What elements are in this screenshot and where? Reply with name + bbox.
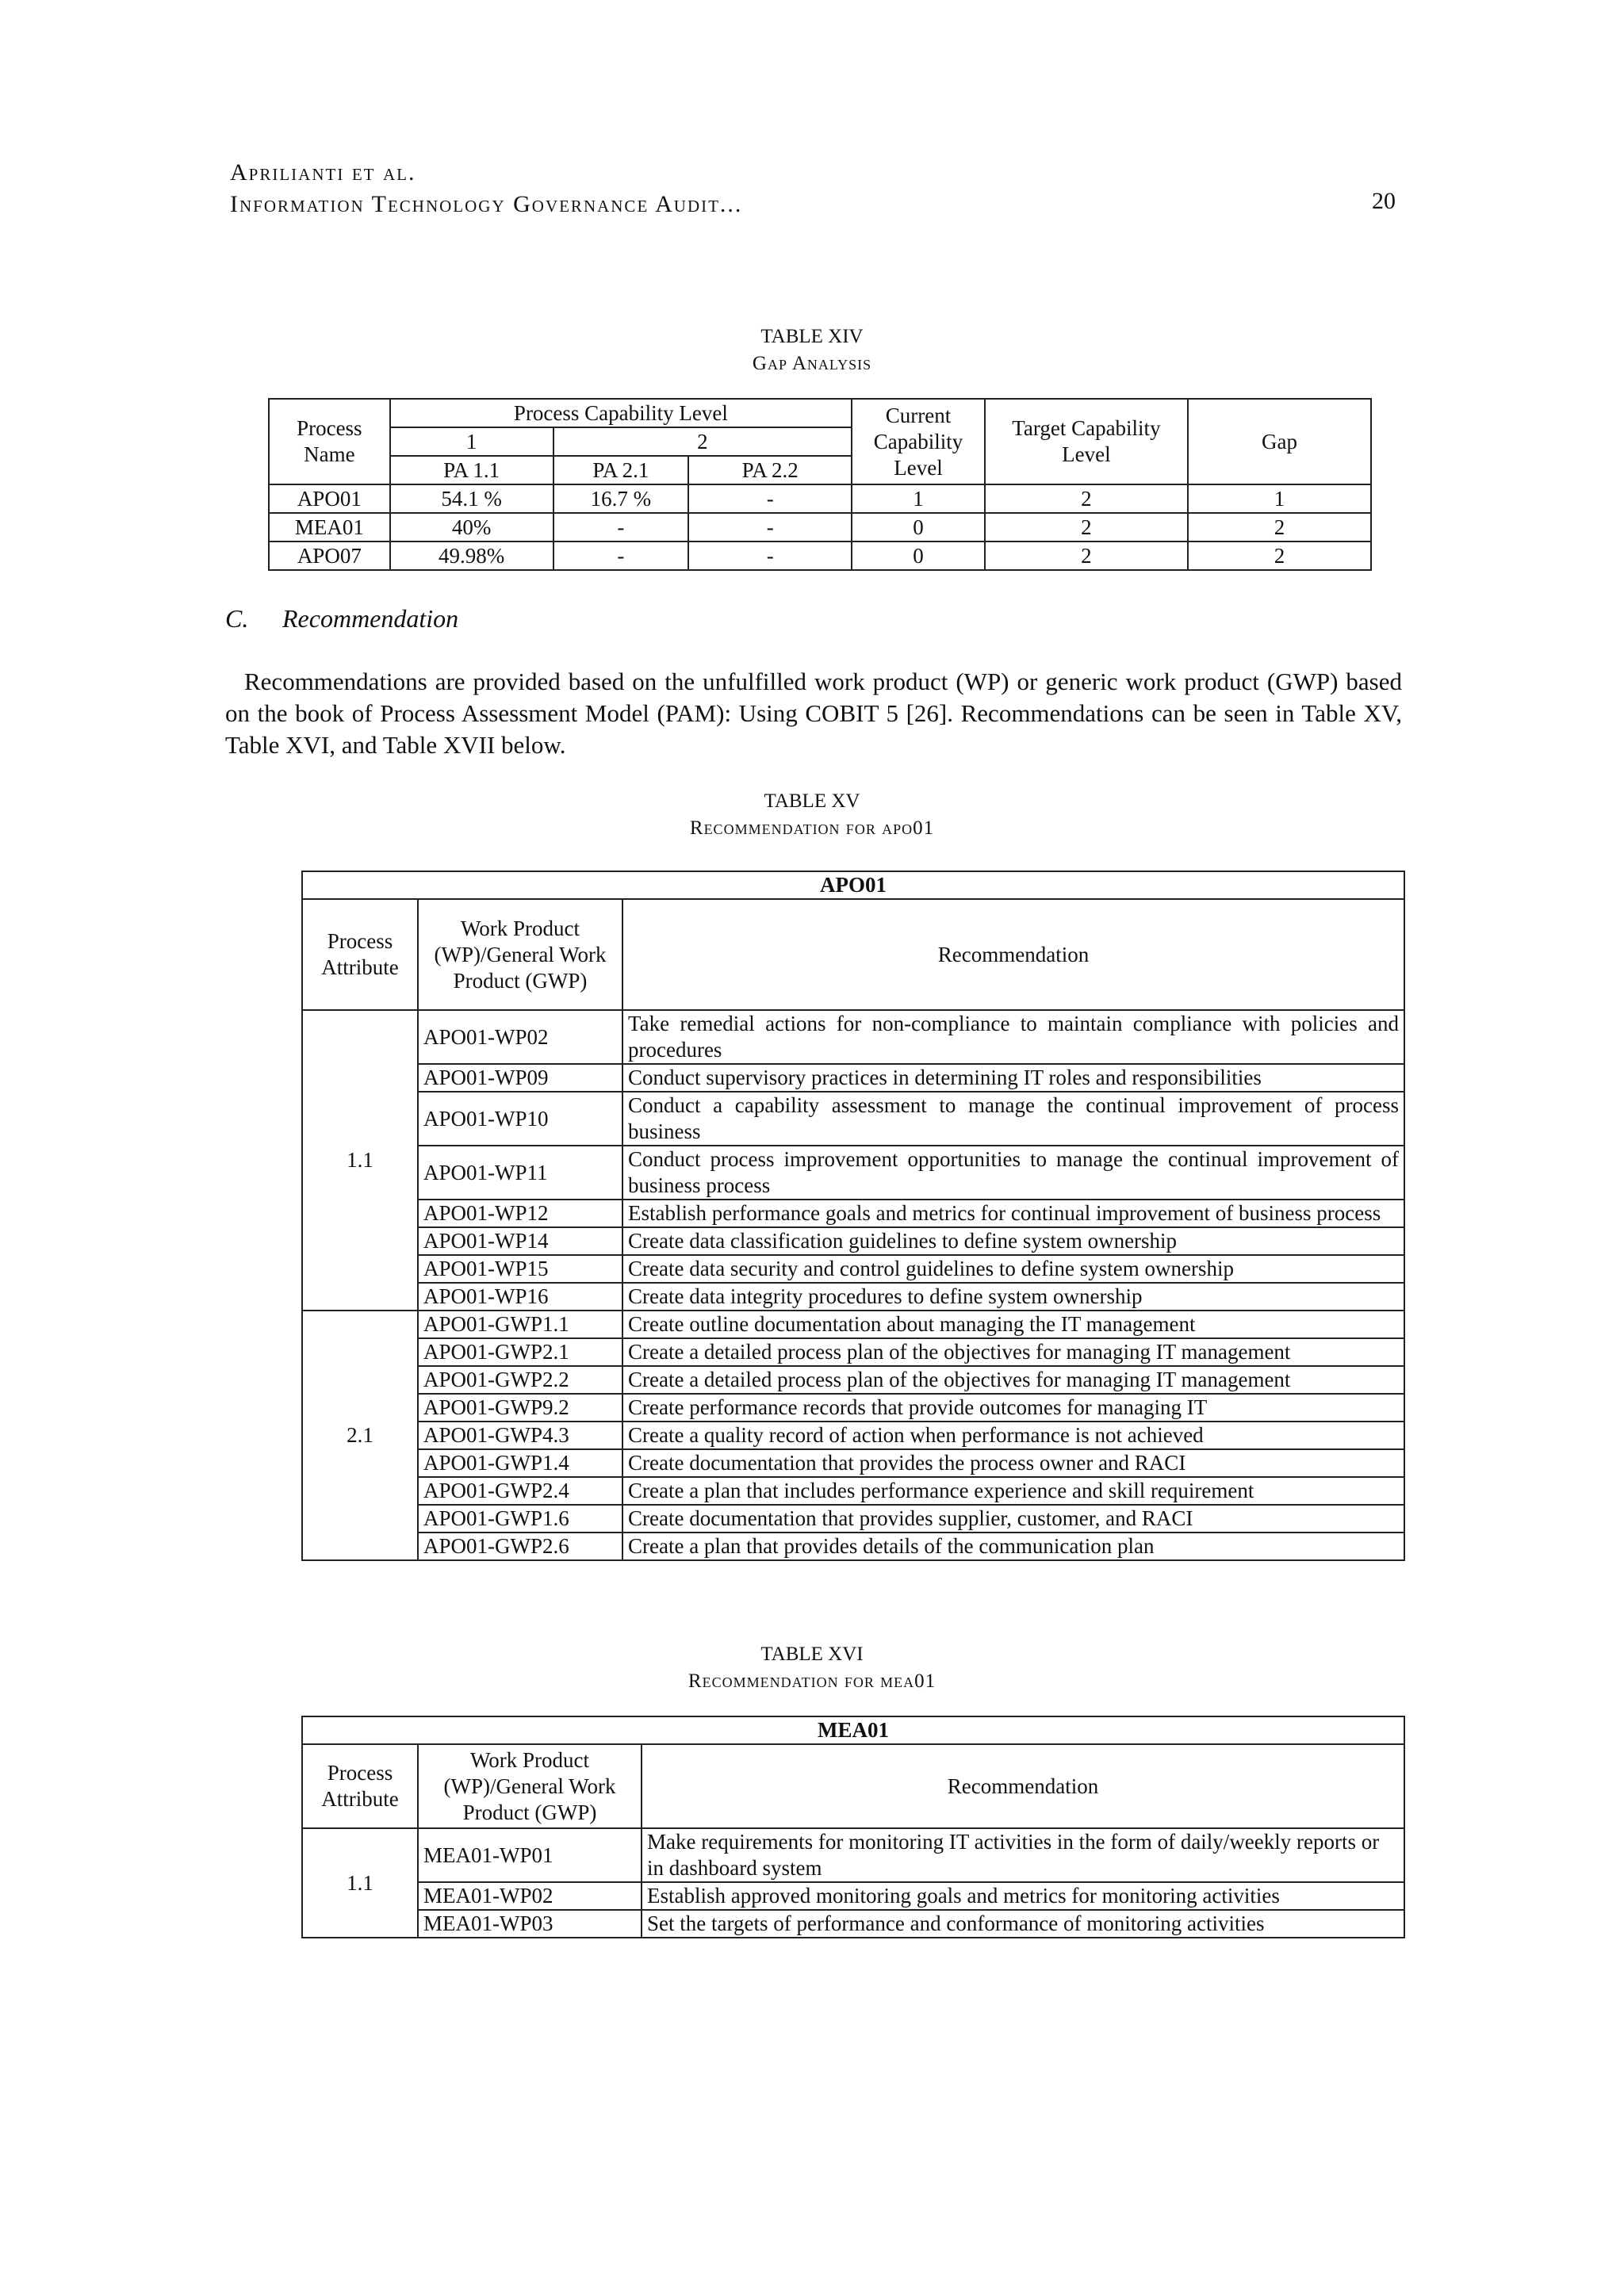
header-pa22: PA 2.2 bbox=[688, 456, 852, 484]
table-row bbox=[302, 1828, 1404, 1882]
cell-recommendation: Create outline documentation about managing the IT management bbox=[622, 1311, 1404, 1338]
table15-process-title: APO01 bbox=[302, 871, 1404, 899]
cell-recommendation: Create a quality record of action when performance is not achieved bbox=[622, 1422, 1404, 1449]
header-pa21: PA 2.1 bbox=[553, 456, 689, 484]
cell-recommendation: Create data classification guidelines to define system ownership bbox=[622, 1227, 1404, 1255]
cell-recommendation: Conduct a capability assessment to manage the continual improvement of process business bbox=[622, 1092, 1404, 1146]
gap-analysis-table bbox=[268, 398, 1372, 571]
cell-recommendation: Take remedial actions for non-compliance to maintain compliance with policies and procedures bbox=[622, 1010, 1404, 1064]
cell-work-product: APO01-WP02 bbox=[418, 1010, 622, 1064]
running-header bbox=[230, 157, 742, 220]
table-row bbox=[302, 1882, 1404, 1910]
recommendation-apo01-table bbox=[301, 871, 1405, 1561]
cell-work-product: APO01-GWP1.4 bbox=[418, 1449, 622, 1477]
cell-work-product: MEA01-WP02 bbox=[418, 1882, 642, 1910]
cell-current: 1 bbox=[852, 484, 985, 513]
cell-work-product: APO01-GWP2.2 bbox=[418, 1366, 622, 1394]
cell-work-product: APO01-GWP2.4 bbox=[418, 1477, 622, 1505]
header-pa11: PA 1.1 bbox=[390, 456, 553, 484]
table-row bbox=[269, 484, 1371, 513]
cell-work-product: APO01-WP11 bbox=[418, 1146, 622, 1200]
table-row bbox=[302, 1338, 1404, 1366]
cell-pa22: - bbox=[688, 513, 852, 541]
page-number: 20 bbox=[1372, 188, 1396, 214]
table-row bbox=[302, 1255, 1404, 1283]
header-authors: Aprilianti et al. bbox=[230, 159, 416, 186]
cell-target: 2 bbox=[985, 484, 1188, 513]
table-row bbox=[269, 541, 1371, 570]
cell-recommendation: Create documentation that provides supplier, customer, and RACI bbox=[622, 1505, 1404, 1533]
cell-recommendation: Create data integrity procedures to define system ownership bbox=[622, 1283, 1404, 1311]
table16-label: TABLE XVI bbox=[760, 1644, 864, 1665]
cell-recommendation: Create documentation that provides the process owner and RACI bbox=[622, 1449, 1404, 1477]
cell-gap: 2 bbox=[1188, 541, 1371, 570]
cell-work-product: APO01-GWP4.3 bbox=[418, 1422, 622, 1449]
header-target-capability: Target Capability Level bbox=[985, 399, 1188, 484]
header-gap: Gap bbox=[1188, 399, 1371, 484]
table-row bbox=[269, 513, 1371, 541]
cell-recommendation: Establish approved monitoring goals and metrics for monitoring activities bbox=[642, 1882, 1404, 1910]
header-title: Information Technology Governance Audit... bbox=[230, 191, 743, 217]
section-title: Recommendation bbox=[282, 604, 459, 633]
table-row bbox=[302, 1505, 1404, 1533]
table-row bbox=[302, 1533, 1404, 1560]
cell-process-name: MEA01 bbox=[269, 513, 390, 541]
cell-gap: 1 bbox=[1188, 484, 1371, 513]
table-row bbox=[302, 1283, 1404, 1311]
section-heading bbox=[225, 604, 458, 633]
table15-caption bbox=[653, 788, 971, 842]
cell-work-product: APO01-GWP1.1 bbox=[418, 1311, 622, 1338]
cell-process-attribute: 1.1 bbox=[302, 1010, 418, 1311]
cell-recommendation: Create a detailed process plan of the objectives for managing IT management bbox=[622, 1366, 1404, 1394]
cell-pa11: 49.98% bbox=[390, 541, 553, 570]
cell-work-product: APO01-GWP2.1 bbox=[418, 1338, 622, 1366]
header-level-1: 1 bbox=[390, 427, 553, 456]
cell-work-product: APO01-WP12 bbox=[418, 1200, 622, 1227]
cell-current: 0 bbox=[852, 513, 985, 541]
table-row bbox=[302, 1200, 1404, 1227]
table-row bbox=[302, 1910, 1404, 1938]
cell-target: 2 bbox=[985, 513, 1188, 541]
header-process-attribute: Process Attribute bbox=[302, 1744, 418, 1828]
cell-process-attribute: 2.1 bbox=[302, 1311, 418, 1560]
cell-target: 2 bbox=[985, 541, 1188, 570]
table-row bbox=[302, 1477, 1404, 1505]
cell-recommendation: Create a plan that includes performance experience and skill requirement bbox=[622, 1477, 1404, 1505]
paragraph-text: Recommendations are provided based on the unfulfilled work product (WP) or generic work product (GWP) based on the book of Process Assessment Model (PAM): Using COBIT 5 [26]. Recommendations can be seen in Table XV, Table XVI, and Table XVII below. bbox=[225, 668, 1402, 759]
cell-pa21: - bbox=[553, 541, 689, 570]
cell-pa21: 16.7 % bbox=[553, 484, 689, 513]
cell-work-product: APO01-WP09 bbox=[418, 1064, 622, 1092]
cell-recommendation: Create a detailed process plan of the objectives for managing IT management bbox=[622, 1338, 1404, 1366]
table-row bbox=[302, 1422, 1404, 1449]
cell-work-product: MEA01-WP03 bbox=[418, 1910, 642, 1938]
table14-label: TABLE XIV bbox=[760, 326, 864, 347]
header-level-2: 2 bbox=[553, 427, 852, 456]
cell-work-product: MEA01-WP01 bbox=[418, 1828, 642, 1882]
cell-gap: 2 bbox=[1188, 513, 1371, 541]
section-number: C. bbox=[225, 604, 249, 633]
header-process-name: Process Name bbox=[269, 399, 390, 484]
recommendation-paragraph bbox=[225, 666, 1402, 761]
cell-work-product: APO01-GWP2.6 bbox=[418, 1533, 622, 1560]
cell-recommendation: Create data security and control guidelines to define system ownership bbox=[622, 1255, 1404, 1283]
cell-work-product: APO01-GWP9.2 bbox=[418, 1394, 622, 1422]
table-row bbox=[302, 1227, 1404, 1255]
cell-recommendation: Create a plan that provides details of the communication plan bbox=[622, 1533, 1404, 1560]
cell-pa22: - bbox=[688, 484, 852, 513]
table16-process-title: MEA01 bbox=[302, 1716, 1404, 1744]
cell-recommendation: Set the targets of performance and conformance of monitoring activities bbox=[642, 1910, 1404, 1938]
header-recommendation: Recommendation bbox=[642, 1744, 1404, 1828]
cell-current: 0 bbox=[852, 541, 985, 570]
cell-process-name: APO01 bbox=[269, 484, 390, 513]
table-row bbox=[302, 1064, 1404, 1092]
header-process-capability-level: Process Capability Level bbox=[390, 399, 852, 427]
header-current-capability: Current Capability Level bbox=[852, 399, 985, 484]
cell-recommendation: Make requirements for monitoring IT activities in the form of daily/weekly reports or in dashboard system bbox=[642, 1828, 1404, 1882]
recommendation-mea01-table bbox=[301, 1716, 1405, 1938]
header-work-product: Work Product (WP)/General Work Product (GWP) bbox=[418, 899, 622, 1010]
table-row bbox=[302, 1394, 1404, 1422]
table-row bbox=[302, 1146, 1404, 1200]
header-recommendation: Recommendation bbox=[622, 899, 1404, 1010]
table16-title: Recommendation for mea01 bbox=[688, 1670, 936, 1692]
cell-process-attribute: 1.1 bbox=[302, 1828, 418, 1938]
cell-pa22: - bbox=[688, 541, 852, 570]
table16-caption bbox=[653, 1641, 971, 1695]
cell-work-product: APO01-WP10 bbox=[418, 1092, 622, 1146]
table-row bbox=[302, 1366, 1404, 1394]
table-row bbox=[302, 1311, 1404, 1338]
cell-work-product: APO01-GWP1.6 bbox=[418, 1505, 622, 1533]
cell-pa11: 40% bbox=[390, 513, 553, 541]
table14-title: Gap Analysis bbox=[752, 353, 872, 374]
table-row bbox=[302, 1092, 1404, 1146]
cell-recommendation: Establish performance goals and metrics for continual improvement of business process bbox=[622, 1200, 1404, 1227]
table-row bbox=[302, 1449, 1404, 1477]
table15-title: Recommendation for apo01 bbox=[689, 817, 935, 839]
cell-recommendation: Create performance records that provide outcomes for managing IT bbox=[622, 1394, 1404, 1422]
table-row bbox=[302, 1010, 1404, 1064]
table14-caption bbox=[653, 323, 971, 377]
cell-work-product: APO01-WP16 bbox=[418, 1283, 622, 1311]
cell-pa21: - bbox=[553, 513, 689, 541]
cell-work-product: APO01-WP15 bbox=[418, 1255, 622, 1283]
header-work-product: Work Product (WP)/General Work Product (GWP) bbox=[418, 1744, 642, 1828]
cell-process-name: APO07 bbox=[269, 541, 390, 570]
header-process-attribute: Process Attribute bbox=[302, 899, 418, 1010]
cell-recommendation: Conduct supervisory practices in determining IT roles and responsibilities bbox=[622, 1064, 1404, 1092]
table15-label: TABLE XV bbox=[764, 790, 860, 812]
cell-work-product: APO01-WP14 bbox=[418, 1227, 622, 1255]
cell-recommendation: Conduct process improvement opportunities to manage the continual improvement of business process bbox=[622, 1146, 1404, 1200]
cell-pa11: 54.1 % bbox=[390, 484, 553, 513]
